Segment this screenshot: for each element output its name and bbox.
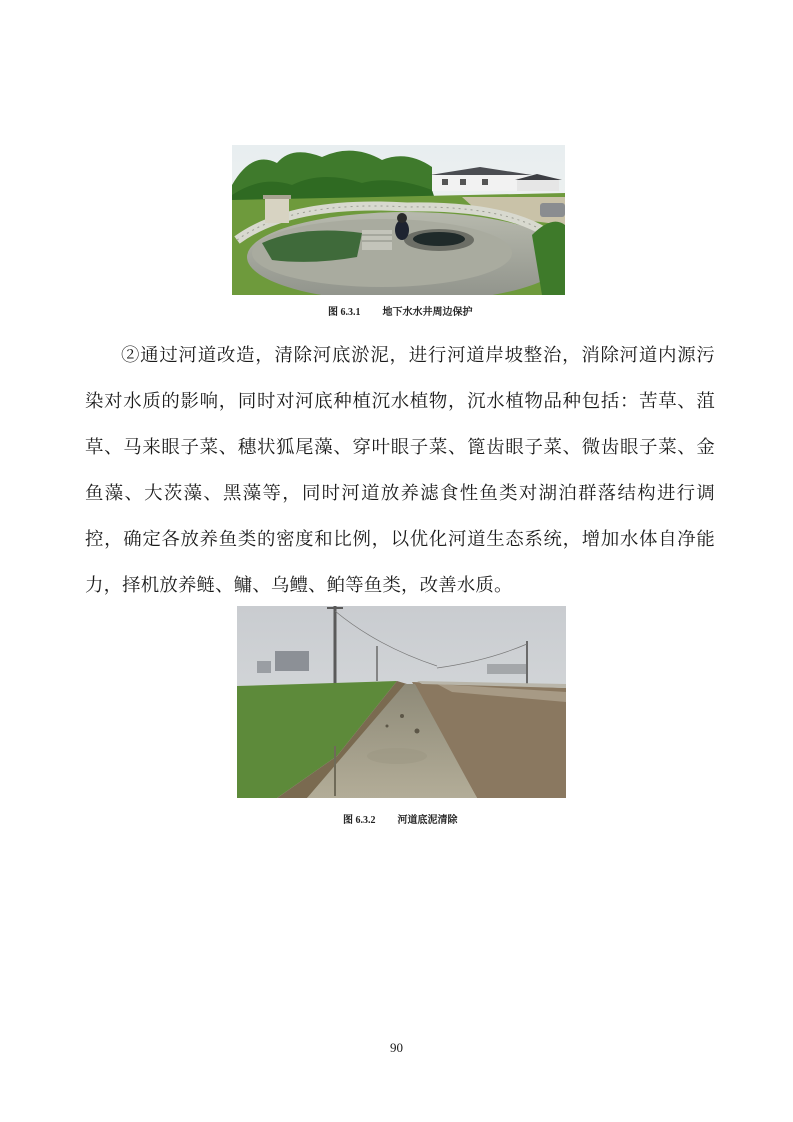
figure2-caption: [343, 811, 458, 826]
page-number: 90: [390, 1040, 403, 1055]
figure2-number: 图 6.3.2: [343, 815, 376, 826]
figure1-title: 地下水水井周边保护: [382, 307, 473, 318]
figure2-title: 河道底泥清除: [397, 815, 458, 826]
figure1-caption: [328, 303, 473, 318]
figure1-number: 图 6.3.1: [328, 307, 361, 318]
figure-river-photo: [237, 606, 566, 798]
figure-well-photo: [232, 145, 565, 295]
body-paragraph: ②通过河道改造，清除河底淤泥，进行河道岸坡整治，消除河道内源污染对水质的影响，同时对河底种植沉水植物，沉水植物品种包括：苦草、菹草、马来眼子菜、穗状狐尾藻、穿叶眼子菜、篦齿眼子菜、微齿眼子菜、金鱼藻、大茨藻、黑藻等，同时河道放养滤食性鱼类对湖泊群落结构进行调控，确定各放养鱼类的密度和比例，以优化河道生态系统，增加水体自净能力，择机放养鲢、鳙、乌鳢、鲌等鱼类，改善水质。: [85, 345, 715, 596]
